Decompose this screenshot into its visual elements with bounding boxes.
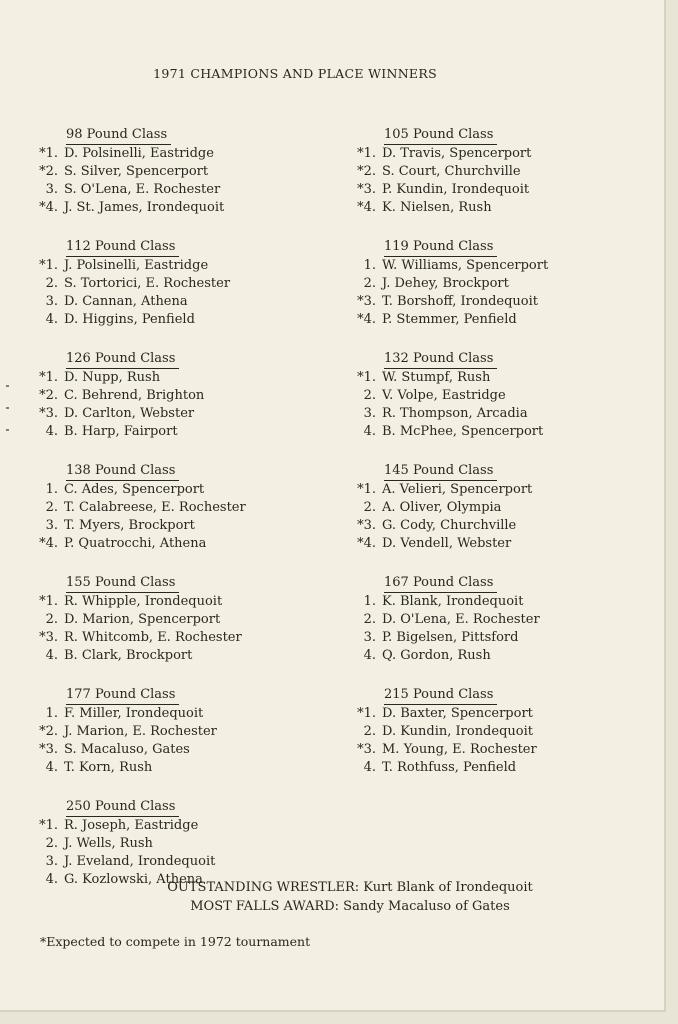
placer-entry: [346, 181, 646, 199]
placer-entry: [346, 629, 646, 647]
wrestler-name: J. Wells, Rush: [64, 836, 153, 851]
wrestler-name: J. Polsinelli, Eastridge: [64, 258, 209, 273]
wrestler-name: A. Velieri, Spencerport: [382, 482, 533, 497]
place-number: *1.: [357, 482, 376, 497]
place-number: 3.: [363, 630, 376, 645]
wrestler-name: B. McPhee, Spencerport: [382, 424, 544, 439]
place-number: *1.: [357, 370, 376, 385]
placer-entry: [346, 145, 646, 163]
weight-class-title: 250 Pound Class: [66, 799, 179, 817]
placer-entry: [28, 723, 318, 741]
place-number: *1.: [39, 146, 58, 161]
placer-entry: [346, 593, 646, 611]
place-number: 3.: [363, 406, 376, 421]
wrestler-name: T. Korn, Rush: [64, 760, 153, 775]
weight-class-title: 167 Pound Class: [384, 575, 497, 593]
wrestler-name: T. Borshoff, Irondequoit: [382, 294, 538, 309]
wrestler-name: R. Joseph, Eastridge: [64, 818, 199, 833]
placer-entry: [28, 759, 318, 777]
wrestler-name: K. Blank, Irondequoit: [382, 594, 524, 609]
wrestler-name: J. Marion, E. Rochester: [64, 724, 217, 739]
wrestler-name: R. Whitcomb, E. Rochester: [64, 630, 242, 645]
place-number: *2.: [357, 164, 376, 179]
wrestler-name: D. Travis, Spencerport: [382, 146, 532, 161]
wrestler-name: P. Stemmer, Penfield: [382, 312, 517, 327]
placer-entry: [28, 257, 318, 275]
weight-class-title: 215 Pound Class: [384, 687, 497, 705]
wrestler-name: B. Harp, Fairport: [64, 424, 178, 439]
wrestler-name: D. Kundin, Irondequoit: [382, 724, 533, 739]
wrestler-name: D. Baxter, Spencerport: [382, 706, 533, 721]
weight-class-title: 98 Pound Class: [66, 127, 171, 145]
place-number: *3.: [39, 406, 58, 421]
place-number: 4.: [363, 648, 376, 663]
weight-class-title: 177 Pound Class: [66, 687, 179, 705]
placer-entry: [346, 481, 646, 499]
weight-class-title: 126 Pound Class: [66, 351, 179, 369]
placer-entry: [28, 369, 318, 387]
most-falls-award: MOST FALLS AWARD: Sandy Macaluso of Gates: [190, 899, 510, 914]
placer-entry: [346, 311, 646, 329]
placer-entry: [28, 293, 318, 311]
place-number: 2.: [45, 836, 58, 851]
place-number: 3.: [45, 294, 58, 309]
placer-entry: [346, 535, 646, 553]
place-number: 4.: [45, 424, 58, 439]
weight-class-title: 145 Pound Class: [384, 463, 497, 481]
weight-class-title: 105 Pound Class: [384, 127, 497, 145]
wrestler-name: J. Dehey, Brockport: [382, 276, 509, 291]
wrestler-name: T. Myers, Brockport: [64, 518, 195, 533]
place-number: 2.: [45, 276, 58, 291]
placer-entry: [346, 293, 646, 311]
place-number: 2.: [363, 276, 376, 291]
placer-entry: [28, 517, 318, 535]
place-number: *1.: [357, 706, 376, 721]
place-number: 2.: [363, 724, 376, 739]
place-number: 1.: [363, 594, 376, 609]
placer-entry: [28, 835, 318, 853]
placer-entry: [28, 275, 318, 293]
weight-class-title: 155 Pound Class: [66, 575, 179, 593]
wrestler-name: P. Bigelsen, Pittsford: [382, 630, 519, 645]
wrestler-name: J. St. James, Irondequoit: [64, 200, 225, 215]
wrestler-name: A. Oliver, Olympia: [382, 500, 502, 515]
wrestler-name: W. Stumpf, Rush: [382, 370, 491, 385]
placer-entry: [28, 593, 318, 611]
place-number: *4.: [357, 200, 376, 215]
page-title: 1971 CHAMPIONS AND PLACE WINNERS: [153, 66, 437, 81]
place-number: 3.: [45, 854, 58, 869]
place-number: *3.: [39, 742, 58, 757]
weight-class-block: [28, 683, 318, 777]
weight-class-block: [346, 683, 646, 777]
placer-entry: [346, 705, 646, 723]
wrestler-name: D. Marion, Spencerport: [64, 612, 221, 627]
place-number: 4.: [45, 872, 58, 887]
place-number: *2.: [39, 164, 58, 179]
weight-class-block: [28, 235, 318, 329]
place-number: 2.: [363, 500, 376, 515]
placer-entry: [28, 163, 318, 181]
place-number: 4.: [363, 760, 376, 775]
placer-entry: [28, 405, 318, 423]
place-number: *3.: [39, 630, 58, 645]
wrestler-name: C. Ades, Spencerport: [64, 482, 205, 497]
place-number: *1.: [39, 594, 58, 609]
wrestler-name: G. Kozlowski, Athena: [64, 872, 203, 887]
weight-class-block: [28, 123, 318, 217]
weight-class-block: [346, 235, 646, 329]
placer-entry: [346, 647, 646, 665]
placer-entry: [28, 499, 318, 517]
wrestler-name: S. Macaluso, Gates: [64, 742, 190, 757]
awards-section: [0, 878, 678, 916]
placer-entry: [28, 611, 318, 629]
wrestler-name: J. Eveland, Irondequoit: [64, 854, 216, 869]
wrestler-name: Q. Gordon, Rush: [382, 648, 491, 663]
wrestler-name: G. Cody, Churchville: [382, 518, 517, 533]
place-number: 4.: [45, 648, 58, 663]
placer-entry: [346, 499, 646, 517]
weight-class-block: [346, 459, 646, 553]
placer-entry: [28, 387, 318, 405]
place-number: 1.: [363, 258, 376, 273]
wrestler-name: D. Polsinelli, Eastridge: [64, 146, 214, 161]
wrestler-name: P. Quatrocchi, Athena: [64, 536, 207, 551]
place-number: *4.: [39, 200, 58, 215]
placer-entry: [28, 741, 318, 759]
wrestler-name: V. Volpe, Eastridge: [382, 388, 506, 403]
placer-entry: [28, 853, 318, 871]
wrestler-name: D. Higgins, Penfield: [64, 312, 195, 327]
placer-entry: [28, 145, 318, 163]
place-number: 2.: [363, 612, 376, 627]
footnote: *Expected to compete in 1972 tournament: [40, 934, 311, 949]
weight-class-title: 119 Pound Class: [384, 239, 497, 257]
weight-class-block: [346, 571, 646, 665]
wrestler-name: T. Calabreese, E. Rochester: [64, 500, 246, 515]
placer-entry: [346, 369, 646, 387]
wrestler-name: K. Nielsen, Rush: [382, 200, 492, 215]
placer-entry: [28, 705, 318, 723]
weight-class-block: [28, 795, 318, 889]
placer-entry: [346, 257, 646, 275]
left-column: [28, 123, 318, 907]
placer-entry: [346, 199, 646, 217]
wrestler-name: R. Whipple, Irondequoit: [64, 594, 223, 609]
placer-entry: [346, 723, 646, 741]
place-number: *1.: [39, 258, 58, 273]
place-number: 4.: [45, 760, 58, 775]
outstanding-wrestler-award: OUTSTANDING WRESTLER: Kurt Blank of Irondequoit: [167, 880, 533, 895]
place-number: 2.: [363, 388, 376, 403]
place-number: *4.: [39, 536, 58, 551]
right-column: [346, 123, 646, 795]
wrestler-name: D. Vendell, Webster: [382, 536, 512, 551]
place-number: 4.: [45, 312, 58, 327]
place-number: 1.: [45, 706, 58, 721]
placer-entry: [28, 423, 318, 441]
placer-entry: [346, 423, 646, 441]
placer-entry: [346, 741, 646, 759]
place-number: *3.: [357, 518, 376, 533]
placer-entry: [28, 481, 318, 499]
weight-class-block: [28, 459, 318, 553]
wrestler-name: R. Thompson, Arcadia: [382, 406, 528, 421]
place-number: *3.: [357, 294, 376, 309]
place-number: 1.: [45, 482, 58, 497]
placer-entry: [28, 181, 318, 199]
place-number: 3.: [45, 518, 58, 533]
place-number: 3.: [45, 182, 58, 197]
placer-entry: [346, 163, 646, 181]
place-number: *2.: [39, 724, 58, 739]
placer-entry: [346, 387, 646, 405]
wrestler-name: F. Miller, Irondequoit: [64, 706, 204, 721]
placer-entry: [28, 199, 318, 217]
place-number: *1.: [39, 818, 58, 833]
place-number: *4.: [357, 536, 376, 551]
wrestler-name: D. O'Lena, E. Rochester: [382, 612, 540, 627]
place-number: *1.: [39, 370, 58, 385]
place-number: *2.: [39, 388, 58, 403]
placer-entry: [346, 517, 646, 535]
place-number: 2.: [45, 612, 58, 627]
wrestler-name: S. Silver, Spencerport: [64, 164, 209, 179]
wrestler-name: C. Behrend, Brighton: [64, 388, 205, 403]
wrestler-name: S. Court, Churchville: [382, 164, 521, 179]
binding-marks: [6, 385, 9, 445]
placer-entry: [346, 275, 646, 293]
wrestler-name: M. Young, E. Rochester: [382, 742, 537, 757]
wrestler-name: D. Carlton, Webster: [64, 406, 195, 421]
placer-entry: [346, 405, 646, 423]
weight-class-block: [346, 123, 646, 217]
place-number: *4.: [357, 312, 376, 327]
wrestler-name: P. Kundin, Irondequoit: [382, 182, 530, 197]
weight-class-title: 132 Pound Class: [384, 351, 497, 369]
weight-class-block: [28, 347, 318, 441]
weight-class-block: [346, 347, 646, 441]
wrestler-name: S. O'Lena, E. Rochester: [64, 182, 221, 197]
wrestler-name: D. Cannan, Athena: [64, 294, 188, 309]
wrestler-name: S. Tortorici, E. Rochester: [64, 276, 231, 291]
wrestler-name: D. Nupp, Rush: [64, 370, 161, 385]
place-number: 4.: [363, 424, 376, 439]
placer-entry: [28, 647, 318, 665]
place-number: *3.: [357, 182, 376, 197]
placer-entry: [28, 629, 318, 647]
place-number: *1.: [357, 146, 376, 161]
weight-class-block: [28, 571, 318, 665]
placer-entry: [28, 535, 318, 553]
placer-entry: [346, 759, 646, 777]
weight-class-title: 138 Pound Class: [66, 463, 179, 481]
wrestler-name: B. Clark, Brockport: [64, 648, 193, 663]
placer-entry: [28, 817, 318, 835]
wrestler-name: T. Rothfuss, Penfield: [382, 760, 517, 775]
wrestler-name: W. Williams, Spencerport: [382, 258, 549, 273]
place-number: *3.: [357, 742, 376, 757]
placer-entry: [28, 311, 318, 329]
place-number: 2.: [45, 500, 58, 515]
weight-class-title: 112 Pound Class: [66, 239, 179, 257]
placer-entry: [346, 611, 646, 629]
